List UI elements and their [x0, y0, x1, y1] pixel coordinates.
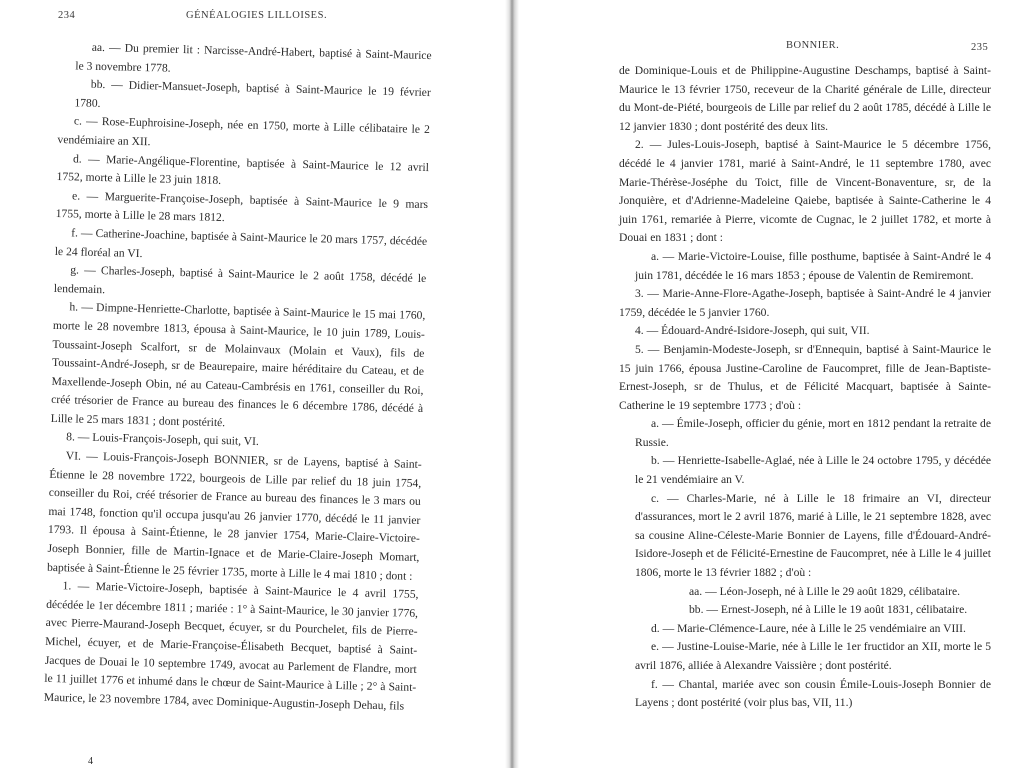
page-number: 235	[971, 42, 989, 53]
entry-d: d. — Marie-Angélique-Florentine, baptisée à Saint-Maurice le 12 avril 1752, morte à Lille le 23 juin 1818.	[56, 151, 430, 188]
running-title: GÉNÉALOGIES LILLOISES.	[186, 10, 328, 21]
page-body	[44, 38, 432, 716]
entry-aa: aa. — Du premier lit : Narcisse-André-Habert, baptisé à Saint-Maurice le 3 novembre 1778.	[75, 40, 432, 75]
entry-5: 5. — Benjamin-Modeste-Joseph, sr d'Ennequin, baptisé à Saint-Maurice le 15 juin 1766, épousa Justine-Caroline de Faucompret, fille de Jean-Baptiste-Ernest-Joseph, sr de Thulus, et de Félicité Macquart, baptisée à Sainte-Catherine le 19 septembre 1773 ; d'où :	[619, 342, 991, 412]
entry-c: c. — Charles-Marie, né à Lille le 18 frimaire an VI, directeur d'assurances, mort le 2 avril 1876, marié à Lille, le 21 septembre 1828, avec sa cousine Aline-Céleste-Marie Bonnier de Layens, fille d'Édouard-André-Isidore-Joseph et de Félicité-Ernestine de Faucompret, née à Lille le 4 juillet 1806, morte le 13 février 1882 ; d'où :	[635, 491, 991, 580]
page-number: 234	[58, 10, 76, 21]
entry-a: a. — Émile-Joseph, officier du génie, mort en 1812 pendant la retraite de Russie.	[635, 417, 991, 449]
page-body	[619, 62, 991, 713]
right-page	[516, 0, 1024, 768]
entry-g: g. — Charles-Joseph, baptisé à Saint-Maurice le 2 août 1758, décédé le lendemain.	[53, 263, 427, 296]
entry-d: d. — Marie-Clémence-Laure, née à Lille le 25 vendémiaire an VIII.	[651, 621, 966, 635]
entry-f: f. — Catherine-Joachine, baptisée à Saint-Maurice le 20 mars 1757, décédée le 24 floréal an VI.	[54, 226, 428, 260]
entry-4: 4. — Édouard-André-Isidore-Joseph, qui suit, VII.	[635, 324, 870, 338]
entry-c: c. — Rose-Euphroisine-Joseph, née en 1750, morte à Lille célibataire le 2 vendémiaire an XII.	[57, 114, 431, 149]
entry-aa: aa. — Léon-Joseph, né à Lille le 29 août 1829, célibataire.	[689, 584, 961, 598]
entry-8: 8. — Louis-François-Joseph, qui suit, VI.	[66, 430, 260, 449]
entry-b: b. — Henriette-Isabelle-Aglaé, née à Lille le 24 octobre 1795, y décédée le 21 vendémiaire an V.	[635, 454, 991, 487]
left-page	[0, 0, 508, 768]
entry-h: h. — Dimpne-Henriette-Charlotte, baptisée à Saint-Maurice le 15 mai 1760, morte le 28 novembre 1813, épousa à Saint-Maurice, le 10 juin 1789, Louis-Toussaint-Joseph Scalfort, sr de Molainvaux (Molain et Vaux), fils de Toussaint-André-Joseph, sr de Beaurepaire, maire héréditaire du Cateau, et de Maxellende-Joseph Obin, né au Cateau-Cambrésis en 1761, conseiller du Roi, créé trésorier de France au bureau des finances le 6 décembre 1786, décédé à Lille le 25 mars 1831 ; dont postérité.	[50, 300, 426, 430]
footer-mark: 4	[88, 756, 93, 767]
entry-e: e. — Marguerite-Françoise-Joseph, baptisée à Saint-Maurice le 9 mars 1755, morte à Lille le 28 mars 1812.	[55, 189, 429, 225]
entry-3: 3. — Marie-Anne-Flore-Agathe-Joseph, baptisée à Saint-André le 4 janvier 1759, décédée le 5 janvier 1760.	[619, 287, 991, 319]
entry-e: e. — Justine-Louise-Marie, née à Lille le 1er fructidor an XII, morte le 5 avril 1876, alliée à Alexandre Vaissière ; dont postérité.	[635, 640, 991, 672]
entry-a: a. — Marie-Victoire-Louise, fille posthume, baptisée à Saint-André le 4 juin 1781, décédée le 16 mars 1853 ; épouse de Valentin de Remiremont.	[635, 249, 991, 282]
entry-vi: VI. — Louis-François-Joseph BONNIER, sr de Layens, baptisé à Saint-Étienne le 28 novembre 1722, bourgeois de Lille par relief du 18 juin 1754, conseiller du Roi, créé trésorier de France au bureau des finances le 3 mars ou mai 1748, fonction qu'il occupa jusqu'au 26 janvier 1770, décédé le 11 janvier 1793. Il épousa à Saint-Étienne, le 28 janvier 1754, Marie-Claire-Victoire-Joseph Bonnier, fille de Martin-Ignace et de Marie-Claire-Joseph Momart, baptisée à Saint-Étienne le 25 février 1735, morte à Lille le 4 mai 1810 ; dont :	[46, 449, 422, 583]
entry-1: 1. — Marie-Victoire-Joseph, baptisée à Saint-Maurice le 4 avril 1755, décédée le 1er décembre 1811 ; mariée : 1° à Saint-Maurice, le 30 janvier 1776, avec Pierre-Maurand-Joseph Becquet, écuyer, sr du Pourchelet, fils de Pierre-Michel, écuyer, et de Marie-Françoise-Élisabeth Becquet, baptisé à Saint-Jacques de Douai le 10 septembre 1749, avocat au Parlement de Flandre, mort le 11 juillet 1776 et inhumé dans le chœur de Saint-Maurice à Lille ; 2° à Saint-Maurice, le 23 novembre 1784, avec Dominique-Augustin-Joseph Dehau, fils	[43, 579, 419, 713]
entry-2: 2. — Jules-Louis-Joseph, baptisé à Saint-Maurice le 5 décembre 1756, décédé le 4 janvier 1781, marié à Saint-André, le 11 septembre 1780, avec Marie-Thérèse-Joséphe du Toict, fille de Vincent-Bonaventure, sr, de la Jonquière, et d'Adrienne-Madeleine Qaiebe, baptisée à Sainte-Catherine le 4 juin 1761, remariée à Pierre, vicomte de Cugnac, le 2 juillet 1782, et morte à Douai en 1831 ; dont :	[619, 138, 991, 245]
running-title: BONNIER.	[786, 40, 840, 51]
entry-bb: bb. — Didier-Mansuet-Joseph, baptisé à Saint-Maurice le 19 février 1780.	[74, 77, 431, 110]
continuation-text: de Dominique-Louis et de Philippine-Augustine Deschamps, baptisé à Saint-Maurice le 13 février 1750, receveur de la Charité générale de Lille, directeur du Mont-de-Piété, bourgeois de Lille par relief du 2 août 1785, décédé à Lille le 12 janvier 1830 ; dont postérité des deux lits.	[619, 64, 991, 133]
entry-f: f. — Chantal, mariée avec son cousin Émile-Louis-Joseph Bonnier de Layens ; dont postérité (voir plus bas, VII, 11.)	[635, 677, 991, 710]
entry-bb: bb. — Ernest-Joseph, né à Lille le 19 août 1831, célibataire.	[689, 603, 968, 617]
